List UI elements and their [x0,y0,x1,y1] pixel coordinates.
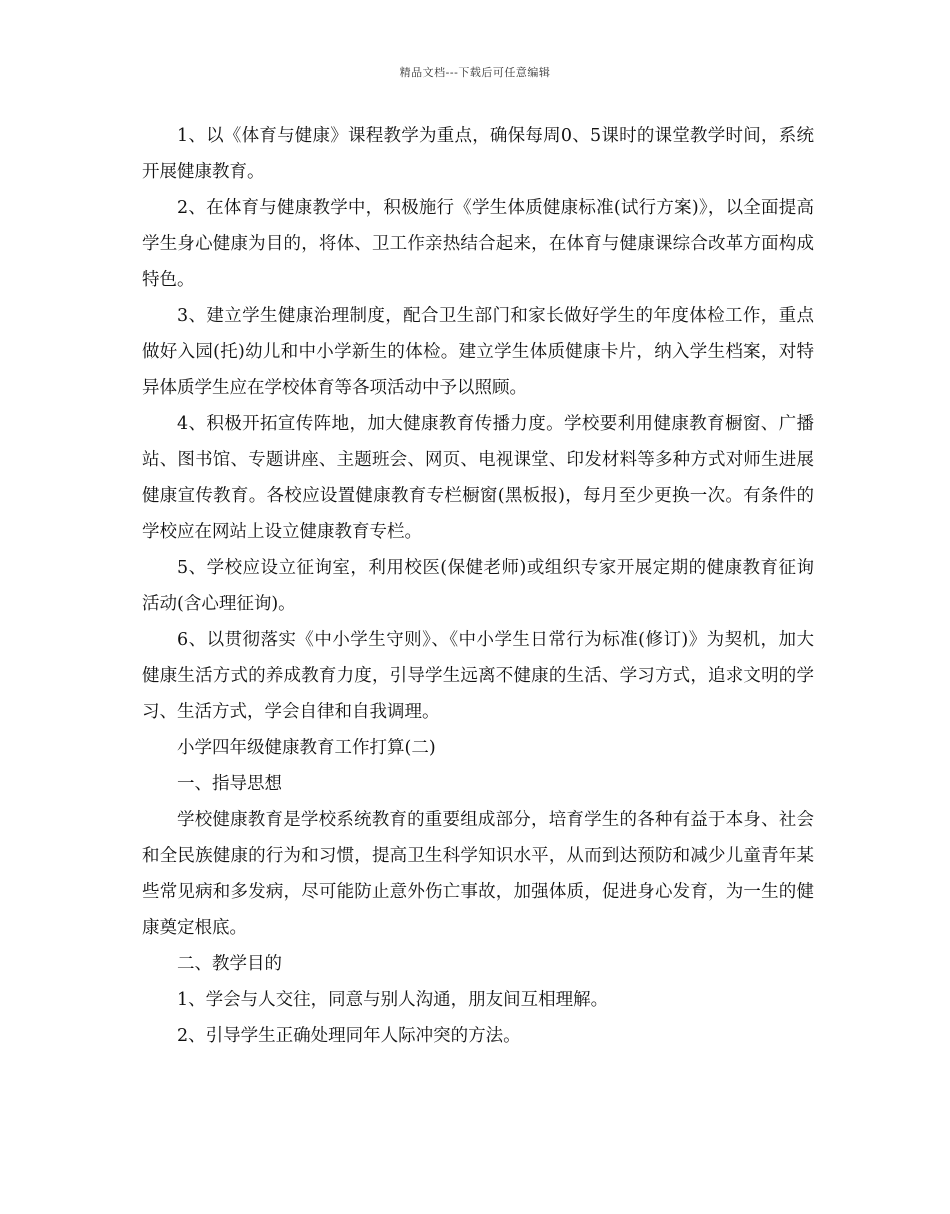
section-title: 小学四年级健康教育工作打算(二) [177,738,436,758]
goal-item-1: 1、学会与人交往，同意与别人沟通，朋友间互相理解。 [177,990,609,1010]
heading-guiding-ideology: 一、指导思想 [177,774,282,794]
heading-teaching-goals: 二、教学目的 [177,954,282,974]
paragraph-item-3: 3、建立学生健康治理制度，配合卫生部门和家长做好学生的年度体检工作，重点做好入园(托)幼儿和中小学新生的体检。建立学生体质健康卡片，纳入学生档案，对特异体质学生应在学校体育等各项活动中予以照顾。 [142,306,814,398]
paragraph-item-5: 5、学校应设立征询室，利用校医(保健老师)或组织专家开展定期的健康教育征询活动(含心理征询)。 [142,558,814,614]
goal-item-2: 2、引导学生正确处理同年人际冲突的方法。 [177,1026,521,1046]
paragraph-item-6: 6、以贯彻落实《中小学生守则》、《中小学生日常行为标准(修订)》为契机，加大健康生活方式的养成教育力度，引导学生远离不健康的生活、学习方式，追求文明的学习、生活方式，学会自律和自我调理。 [142,630,814,722]
paragraph-item-2: 2、在体育与健康教学中，积极施行《学生体质健康标准(试行方案)》，以全面提高学生身心健康为目的，将体、卫工作亲热结合起来，在体育与健康课综合改革方面构成特色。 [142,198,814,290]
paragraph-item-1: 1、以《体育与健康》课程教学为重点，确保每周0、5课时的课堂教学时间，系统开展健康教育。 [142,126,814,182]
paragraph-guiding-ideology: 学校健康教育是学校系统教育的重要组成部分，培育学生的各种有益于本身、社会和全民族健康的行为和习惯，提高卫生科学知识水平，从而到达预防和减少儿童青年某些常见病和多发病，尽可能防止意外伤亡事故，加强体质，促进身心发育，为一生的健康奠定根底。 [142,810,814,938]
page-header: 精品文档---下载后可任意编辑 [399,66,551,79]
document-body [142,118,814,1054]
paragraph-item-4: 4、积极开拓宣传阵地，加大健康教育传播力度。学校要利用健康教育橱窗、广播站、图书馆、专题讲座、主题班会、网页、电视课堂、印发材料等多种方式对师生进展健康宣传教育。各校应设置健康教育专栏橱窗(黑板报)，每月至少更换一次。有条件的学校应在网站上设立健康教育专栏。 [142,414,814,542]
